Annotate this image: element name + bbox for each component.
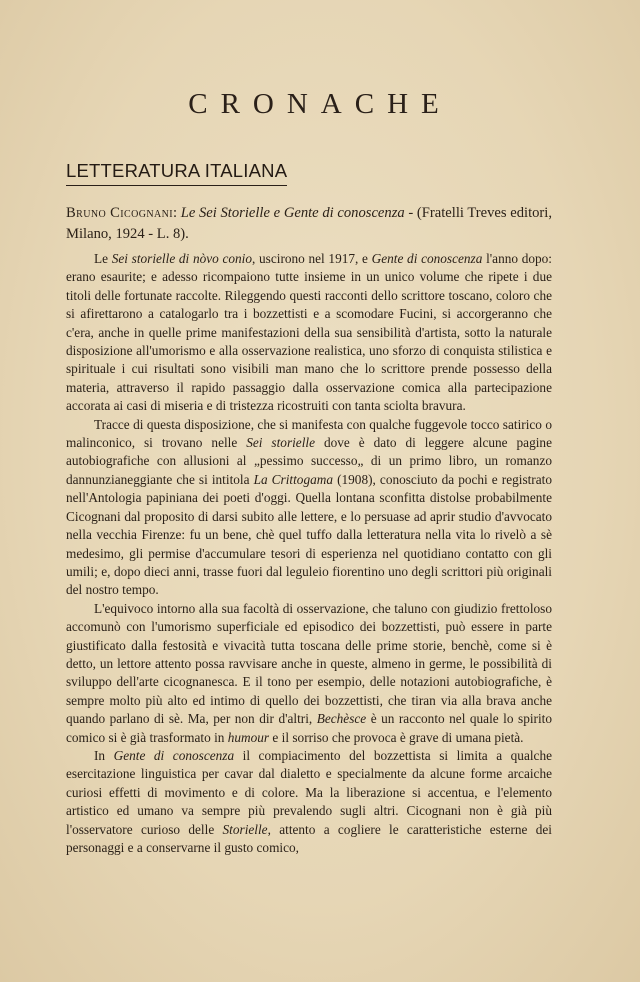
bibliographic-citation — [66, 203, 552, 245]
text-run: Tracce di questa disposizione, che si manifesta con qualche fuggevole tocco satirico o malinconico, si trovano nelle — [66, 416, 552, 451]
citation-works: Le Sei Storielle e Gente di conoscenza — [180, 205, 405, 221]
text-run: Le — [94, 251, 112, 266]
italic-title-run: humour — [227, 729, 270, 745]
text-run: (1908), conosciuto da pochi e registrato nell'Antologia papiniana dei poeti d'oggi. Quella lontana sconfitta distolse probabilmente Cicognani dal proposito di darsi subito alle lettere, e lo persuase ad aprir studio d'avvocato nella vecchia Firenze: fu un bene, chè quel tuffo dalla letteratura nella vita lo rivelò a sè medesimo, gli permise d'accumulare tesori di esperienza nel quotidiano contatto con gli umili; e, dopo dieci anni, trasse fuori dal leguleio fiorentino uno degli scrittori più originali del nostro tempo. — [66, 471, 552, 598]
text-run: l'anno dopo: erano esaurite; e adesso ricompaiono tutte insieme in un unico volume che ripete i due titoli delle fortunate raccolte. Rileggendo questi racconti dello scrittore toscano, coloro che si afirettarono a catalogarlo tra i bozzettisti e a scomodare Fucini, si accorgeranno che c'era, anche in quelle prime manifestazioni della sua sensibilità d'artista, sotto la naturale disposizione all'umorismo e alla osservazione realistica, uno sforzo di conquista stilistica e spirituale i cui risultati sono visibili man mano che lo scrittore prende possesso della materia, attraverso il rapido passaggio dalla osservazione comica alla partecipazione accorata ai casi di miseria e di tristezza ricostruiti con tanta sciolta bravura. — [66, 251, 552, 414]
text-run: , attento a cogliere le caratteristiche esterne dei personaggi e a conservarne il gusto comico, — [66, 821, 552, 855]
italic-title-run: Bechèsce — [316, 711, 367, 727]
text-run: L'equivoco intorno alla sua facoltà di osservazione, che taluno con giudizio frettoloso accomunò con l'umorismo superficiale ed episodico dei bozzettisti, può essere in parte giustificato dalla festosità e vivacità tutta toscana delle prime storie, benchè, come si è detto, un lettore attento possa ravvisare anche in queste, almeno in germe, le possibilità di sviluppo dell'arte cicognanesca. E il tono per esempio, delle notazioni autobiografiche, è sempre molto più alto ed intimo di quello dei bozzettisti, che tiran via alla brava anche quando parlano di sè. Ma, per non dir d'altri, — [66, 600, 552, 727]
italic-title-run: Gente di conoscenza — [113, 747, 235, 763]
text-run: , uscirono nel 1917, e — [252, 251, 372, 266]
paragraph — [66, 250, 552, 416]
text-run: e il sorriso che provoca è grave di umana pietà. — [269, 729, 524, 745]
paragraph — [66, 416, 552, 600]
italic-title-run: Storielle — [222, 821, 268, 837]
paragraph — [66, 747, 552, 857]
text-run: il compiacimento del bozzettista si limita a qualche esercitazione linguistica per cavar dal dialetto e specialmente da alcune forme arcaiche curiosi effetti di movimento e di colore. Ma la liberazione si accentua, e l'elemento artistico ed umano va sempre più prevalendo sugli altri. Cicognani non è già più l'osservatore curioso delle — [66, 747, 552, 837]
italic-title-run: Sei storielle di nòvo conio — [111, 251, 253, 266]
paragraph — [66, 600, 552, 747]
text-run: dove è dato di leggere alcune pagine autobiografiche con allusioni al „pessimo successo„ di un primo libro, un romanzo dannunzianeggiante che si intitola — [66, 435, 552, 487]
citation-author: Bruno Cicognani — [66, 205, 173, 221]
page-title: CRONACHE — [188, 88, 452, 120]
article-body — [66, 250, 552, 857]
text-run: è un racconto nel quale lo spirito comico si è già trasformato in — [66, 711, 552, 745]
italic-title-run: Gente di conoscenza — [371, 251, 483, 266]
text-run: In — [94, 747, 114, 763]
italic-title-run: La Crittogama — [253, 471, 334, 487]
citation-publisher: - (Fratelli Treves editori, Milano, 1924 - L. 8). — [66, 205, 552, 242]
section-heading: LETTERATURA ITALIANA — [66, 160, 287, 186]
italic-title-run: Sei storielle — [246, 435, 316, 451]
citation-colon: : — [172, 205, 177, 221]
